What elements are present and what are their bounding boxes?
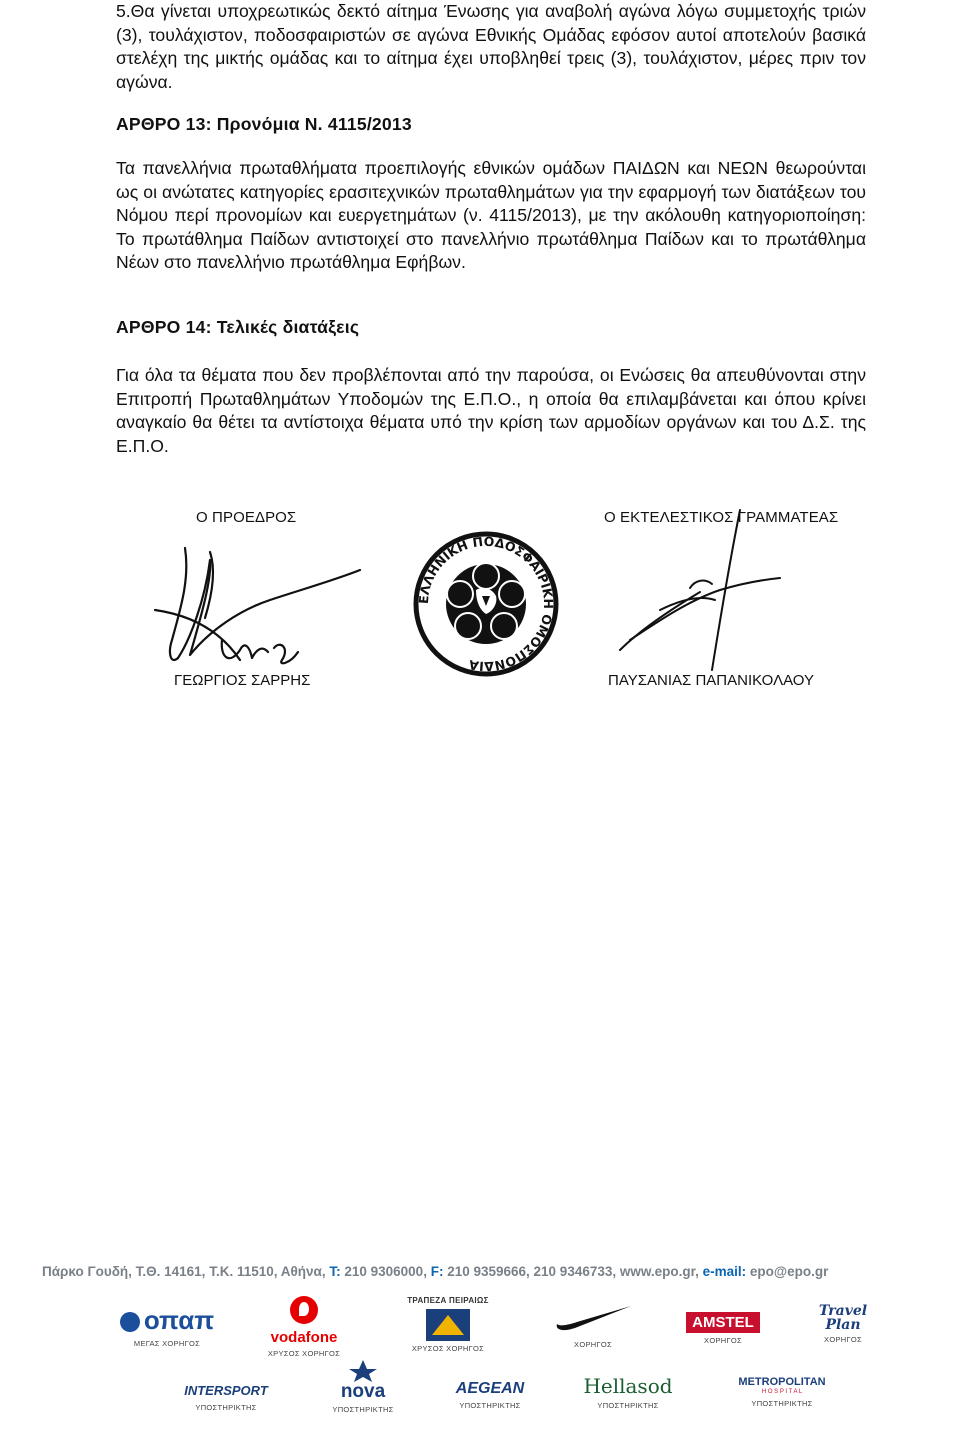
vodafone-caption: ΧΡΥΣΟΣ ΧΟΡΗΓΟΣ [267, 1349, 341, 1358]
opap-logo: οπαπ [120, 1305, 214, 1336]
secretary-name: ΠΑΥΣΑΝΙΑΣ ΠΑΠΑΝΙΚΟΛΑΟΥ [608, 672, 814, 689]
intersport-logo: INTERSPORT [184, 1383, 268, 1398]
secretary-signature [600, 500, 800, 680]
intersport-caption: ΥΠΟΣΤΗΡΙΚΤΗΣ [195, 1403, 257, 1412]
sponsor-travel-plan [808, 1304, 878, 1344]
sponsor-vodafone [256, 1296, 352, 1358]
travel-plan-caption: ΧΟΡΗΓΟΣ [824, 1335, 862, 1344]
plan-logo-text: Plan [825, 1317, 861, 1333]
seal-text: ΕΛΛΗΝΙΚΗ ΠΟΔΟΣΦΑΙΡΙΚΗ ΟΜΟΣΠΟΝΔΙΑ [415, 533, 557, 675]
sponsor-hellasod [572, 1374, 684, 1410]
footer-address: Πάρκο Γουδή, Τ.Θ. 14161, Τ.Κ. 11510, Αθήνα, [42, 1264, 330, 1279]
piraeus-title: ΤΡΑΠΕΖΑ ΠΕΙΡΑΙΩΣ [407, 1296, 489, 1305]
hellasod-logo: Hellasod [583, 1374, 673, 1398]
sponsor-opap [112, 1305, 222, 1348]
hospital-logo-text: H O S P I T A L [761, 1389, 803, 1395]
opap-dot-icon [120, 1312, 140, 1332]
paragraph-article-14 [116, 364, 866, 458]
footer-email-label: e-mail: [702, 1264, 747, 1279]
piraeus-caption: ΧΡΥΣΟΣ ΧΟΡΗΓΟΣ [411, 1344, 485, 1353]
amstel-logo: AMSTEL [686, 1312, 760, 1333]
nike-swoosh-icon [553, 1302, 633, 1332]
piraeus-logo-icon [426, 1309, 470, 1341]
sponsor-intersport [174, 1382, 278, 1412]
footer-fax: 210 9359666, 210 9346733, www.epo.gr, [443, 1264, 703, 1279]
sponsor-aegean [440, 1380, 540, 1410]
nova-logo-text: nova [340, 1381, 386, 1402]
paragraph-text: 5.Θα γίνεται υποχρεωτικώς δεκτό αίτημα Ένωσης για αναβολή αγώνα λόγω συμμετοχής τριών (3), τουλάχιστον, ποδοσφαιριστών σε αγώνα Εθνικής Ομάδας εφόσον αυτοί αποτελούν βασικά στελέχη της μικτής ομάδας και το αίτημα έχει υποβληθεί τρεις (3), τουλάχιστον, μέρες πριν τον αγώνα. [116, 1, 866, 92]
amstel-caption: ΧΟΡΗΓΟΣ [704, 1336, 742, 1345]
metropolitan-logo-text: METROPOLITAN [738, 1376, 826, 1388]
footer-tel-label: T: [329, 1264, 341, 1279]
footer-tel: 210 9306000, [340, 1264, 431, 1279]
aegean-logo: AEGEAN [455, 1380, 525, 1397]
nova-star-icon [348, 1360, 378, 1382]
aegean-caption: ΥΠΟΣΤΗΡΙΚΤΗΣ [459, 1401, 521, 1410]
footer-contact-line [42, 1264, 942, 1279]
nova-caption: ΥΠΟΣΤΗΡΙΚΤΗΣ [332, 1405, 394, 1414]
president-signature [150, 540, 390, 690]
football-emblem-icon [446, 563, 526, 644]
travel-logo-text: Travel [818, 1303, 868, 1319]
paragraph-text: Για όλα τα θέματα που δεν προβλέπονται από την παρούσα, οι Ενώσεις θα απευθύνονται στην Επιτροπή Πρωταθλημάτων Υποδομών της Ε.Π.Ο., η οποία θα επιλαμβάνεται και όπου κρίνει αναγκαίο θα θέτει τα αντίστοιχα θέματα υπό την κρίση των αρμοδίων οργάνων και του Δ.Σ. της Ε.Π.Ο. [116, 365, 866, 456]
nike-caption: ΧΟΡΗΓΟΣ [574, 1340, 612, 1349]
opap-caption: ΜΕΓΑΣ ΧΟΡΗΓΟΣ [133, 1339, 201, 1348]
paragraph-article-13 [116, 157, 866, 275]
vodafone-logo-text: vodafone [270, 1329, 338, 1346]
paragraph-article-12-point-5 [116, 0, 866, 94]
article-14-heading: ΑΡΘΡΟ 14: Τελικές διατάξεις [116, 317, 360, 337]
footer-fax-label: F: [430, 1264, 444, 1279]
metropolitan-caption: ΥΠΟΣΤΗΡΙΚΤΗΣ [751, 1399, 813, 1408]
president-title: Ο ΠΡΟΕΔΡΟΣ [196, 509, 297, 526]
hellasod-caption: ΥΠΟΣΤΗΡΙΚΤΗΣ [597, 1401, 659, 1410]
sponsor-piraeus [400, 1296, 496, 1353]
article-13-heading: ΑΡΘΡΟ 13: Προνόμια Ν. 4115/2013 [116, 114, 412, 134]
sponsor-nova [328, 1360, 398, 1414]
sponsor-nike [548, 1302, 638, 1349]
footer-email: epo@epo.gr [746, 1264, 829, 1279]
epo-seal [412, 530, 560, 678]
sponsor-metropolitan [734, 1376, 830, 1408]
paragraph-text: Τα πανελλήνια πρωταθλήματα προεπιλογής εθνικών ομάδων ΠΑΙΔΩΝ και ΝΕΩΝ θεωρούνται ως οι ανώτατες κατηγορίες ερασιτεχνικών πρωταθλημάτων για την εφαρμογή των διατάξεων του Νόμου περί προνομίων και ευεργετημάτων (ν. 4115/2013), με την ακόλουθη κατηγοριοποίηση: Το πρωτάθλημα Παίδων αντιστοιχεί στο πανελλήνιο πρωτάθλημα Παίδων και το πρωτάθλημα Νέων στο πανελλήνιο πρωτάθλημα Εφήβων. [116, 158, 866, 272]
sponsor-amstel [678, 1312, 768, 1345]
president-name: ΓΕΩΡΓΙΟΣ ΣΑΡΡΗΣ [174, 672, 311, 689]
secretary-title: Ο ΕΚΤΕΛΕΣΤΙΚΟΣ ΓΡΑΜΜΑΤΕΑΣ [604, 509, 839, 526]
vodafone-speechmark-icon [290, 1296, 318, 1324]
